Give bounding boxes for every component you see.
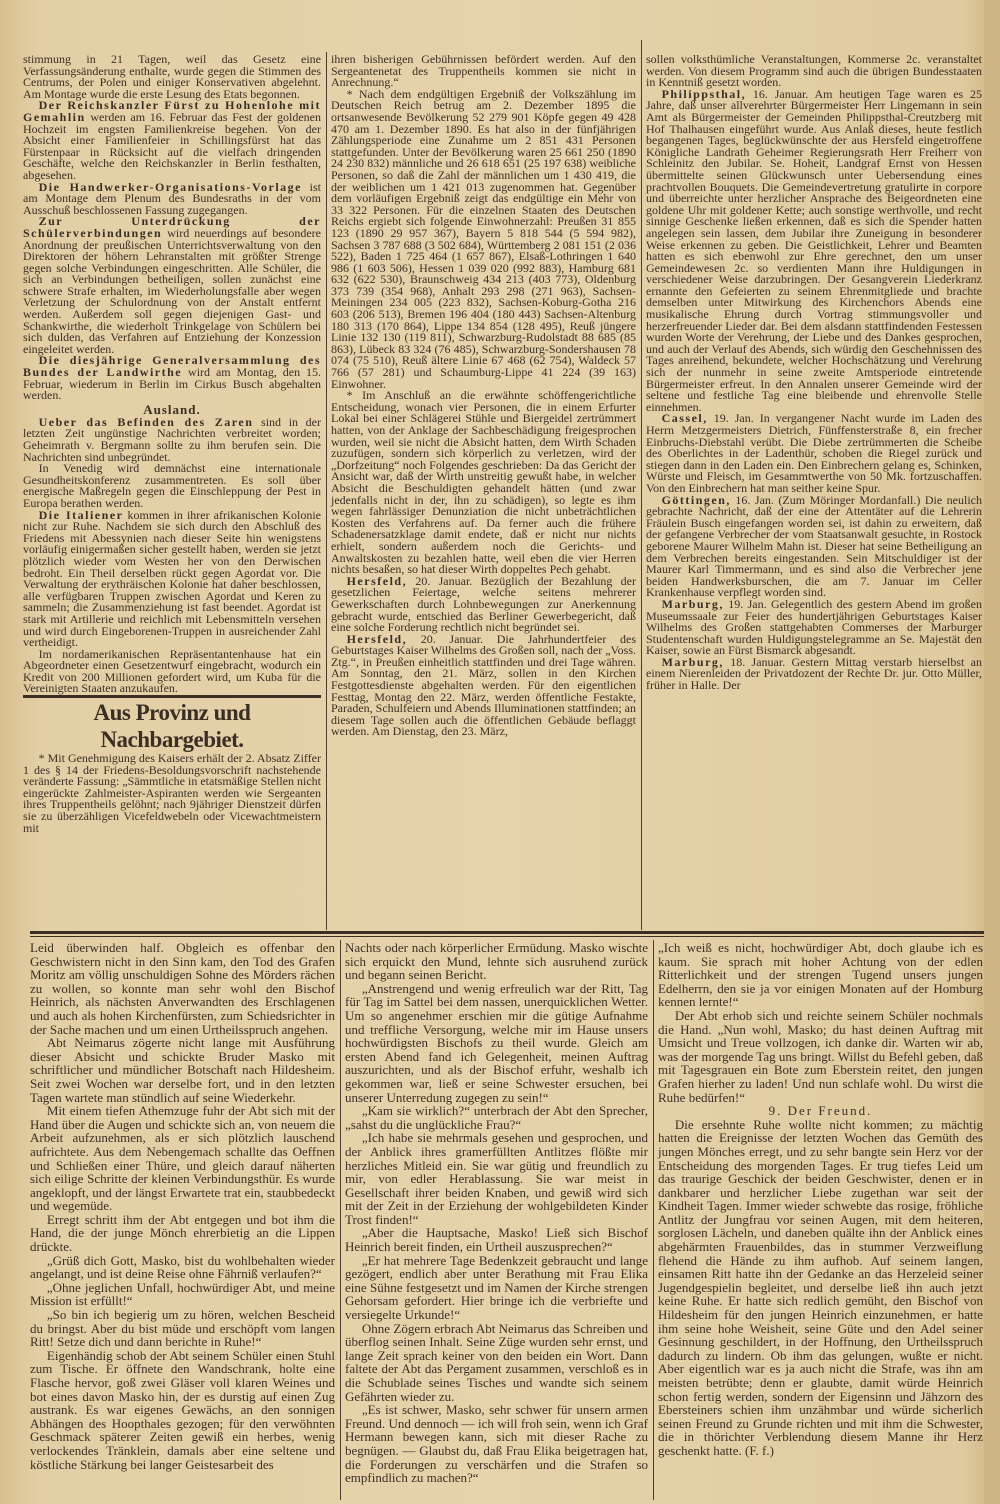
article-lead: Zur Unterdrückung der Schülerverbindungen [23, 214, 321, 240]
article-paragraph [658, 1118, 983, 1458]
article-paragraph [345, 1403, 648, 1485]
article-paragraph [345, 982, 648, 1104]
article-paragraph [23, 753, 321, 834]
article-paragraph [646, 492, 982, 600]
article-paragraph [345, 941, 648, 982]
article-paragraph [30, 1104, 335, 1213]
article-text: wird am Montag, den 15. Februar, wiederum in Berlin im Cirkus Busch abgehalten werden. [23, 365, 322, 403]
article-text: „Anstrengend und wenig erfreulich war der Ritt, Tag für Tag im Sattel bei dem nassen, unerquicklichen Wetter. Um so angenehmer erschien mir die gütige Aufnahme und treffliche Versorgung, welche mir im Hause unsers hochwürdigsten Bischofs zu theil wurde. Gleich am ersten Abend fand ich Gelegenheit, meinen Auftrag auszurichten, und als der Bischof erfuhr, weshalb ich gekommen war, ließ er seine Schwester ersuchen, bei unserer Unterredung zugegen zu sein!“ [345, 980, 648, 1105]
article-paragraph [345, 1131, 648, 1226]
article-text: Leid überwinden half. Obgleich es offenbar den Geschwistern nicht in den Sinn kam, den Tod des Grafen Moritz am völlig unschuldigen Sohne des Mörders rächen zu wollen, so konnte man sehr wohl den Bischof Heinrich, als nächsten Anverwandten des Erschlagenen und auch als hohen Kirchenfürsten, zum Schiedsrichter in der Sache machen und um einen Urtheilsspruch angehen. [30, 940, 335, 1037]
article-text: Abt Neimarus zögerte nicht lange mit Ausführung dieser Absicht und schickte Bruder Masko mit schriftlicher und mündlicher Botschaft nach Hildesheim. Seit zwei Wochen war derselbe fort, und in den letzten Tagen wartete man stündlich auf seine Wiederkehr. [30, 1035, 335, 1105]
article-text: sind in der letzten Zeit ungünstige Nachrichten verbreitet worden; Geheimrath v. Bergmann sollte zu ihm berufen sein. Die Nachrichten sind unbegründet. [23, 414, 321, 464]
column-rule [326, 52, 327, 930]
news-column-3 [646, 54, 982, 692]
article-text: 19. Jan. In vergangener Nacht wurde im Laden des Herrn Metzgermeisters Dietrich, Fünffensterstraße 8, ein frecher Einbruchs-Diebstahl verübt. Die Diebe zertrümmerten die Scheibe des Oberlichtes in der Ladenthür, schoben die Riegel zurück und stiegen dann in den Laden ein. Den Einbrechern gelang es, Schinken, Würste und Fleisch, im Gesammtwerthe von 50 Mk. fortzuschaffen. Von den Einbrechern hat man seither keine Spur. [646, 411, 982, 495]
article-text: * Nach dem endgültigen Ergebniß der Volkszählung im Deutschen Reich betrug am 2. Dezember 1895 die ortsanwesende Bevölkerung 52 279 901 Köpfe gegen 49 428 470 am 1. Dezember 1890. Es hat also in der fünfjährigen Zählungsperiode eine Zunahme um 2 851 431 Personen stattgefunden. Unter der Bevölkerung waren 25 661 250 (1890 24 230 832) männliche und 26 618 651 (25 197 638) weibliche Personen, so daß die Zahl der männlichen um 1 430 419, die der weiblichen um 1 421 013 zugenommen hat. Gegenüber dem vorläufigen Ergebniß zeigt das endgültige ein Mehr von 33 322 Personen. Für die einzelnen Staaten des Deutschen Reichs ergiebt sich folgende Einwohnerzahl: Preußen 31 855 123 (1890 29 957 367), Bayern 5 818 544 (5 594 982), Sachsen 3 787 688 (3 502 684), Württemberg 2 081 151 (2 036 522), Baden 1 725 464 (1 657 867), Elsaß-Lothringen 1 640 986 (1 603 506), Hessen 1 039 020 (992 883), Hamburg 681 632 (622 530), Braunschweig 434 213 (403 773), Oldenburg 373 739 (354 968), Anhalt 293 298 (271 963), Sachsen-Meiningen 234 005 (223 832), Sachsen-Koburg-Gotha 216 603 (206 513), Bremen 196 404 (180 443) Sachsen-Altenburg 180 313 (170 864), Lippe 134 854 (128 495), Reuß jüngere Linie 132 130 (119 811), Schwarzburg-Rudolstadt 88 685 (85 863), Lübeck 83 324 (76 485), Schwarzburg-Sondershausen 78 074 (75 510), Reuß ältere Linie 67 468 (62 754), Waldeck 57 766 (57 281) und Schaumburg-Lippe 41 224 (39 163) Einwohner. [331, 86, 636, 391]
chapter-heading: 9. Der Freund. [768, 1103, 873, 1119]
article-text: „Es ist schwer, Masko, sehr schwer für unsern armen Freund. Und dennoch — ich will froh sein, wenn ich Graf Hermann bewegen kann, sich mit dieser Rache zu begnügen. — Glaubst du, daß Frau Elika beigetragen hat, die Forderungen zu verschärfen und die Strafen so empfindlich zu machen?“ [345, 1402, 648, 1486]
article-paragraph [23, 100, 321, 181]
article-paragraph [23, 463, 321, 509]
article-text: ihren bisherigen Gebührnissen befördert werden. Auf den Sergeantenetat des Truppentheils kommen sie nicht in Anrechnung.“ [331, 52, 636, 90]
article-paragraph [345, 1104, 648, 1131]
article-text: 20. Januar. Bezüglich der Bezahlung der gesetzlichen Feiertage, welche seitens mehrerer Gewerkschaften durch Lohnbewegungen zur Anerkennung gebracht wurde, entschied das Berliner Gewerbegericht, daß eine solche Forderung rechtlich nicht begründet sei. [331, 573, 636, 635]
column-rule [340, 940, 341, 1500]
article-lead: Die Italiener [38, 507, 124, 522]
article-lead: Hersfeld, [346, 631, 408, 646]
article-text: wird neuerdings auf besondere Anordnung der preußischen Unterrichtsverwaltung von den Direktoren der höhern Lehranstalten mit größter Strenge gegen solche Verbindungen eingeschritten. Alle Schüler, die sich an Verbindungen betheiligen, sollen zunächst eine schwere Strafe erhalten, im Wiederholungsfalle aber wegen Verletzung der Schulordnung von der Anstalt entfernt werden. Außerdem soll gegen diejenigen Gast- und Schankwirthe, die wiederholt Trinkgelage von Schülern bei sich dulden, das Verfahren auf Entziehung der Konzession eingeleitet werden. [23, 225, 321, 356]
article-lead: Ueber das Befinden des Zaren [38, 414, 254, 429]
article-text: „Kam sie wirklich?“ unterbrach der Abt den Sprecher, „sahst du die unglückliche Frau?“ [345, 1103, 648, 1132]
article-paragraph [30, 1213, 335, 1254]
article-lead: Marburg, [661, 596, 724, 611]
article-text: Die ersehnte Ruhe wollte nicht kommen; zu mächtig hatten die Ereignisse der letzten Wochen das Gemüth des jungen Mönches erregt, und zu sehr bangte sein Herz vor der Entscheidung des morgenden Tages. Er trug tiefes Leid um das traurige Geschick der beiden Geschwister, denen er in dankbarer und herzlicher Liebe zugethan war seit der Kindheit Tagen. Immer wieder schwebte das rosige, fröhliche Antlitz der Jungfrau vor seinen Augen, mit dem heiteren, sorglosen Lächeln, und daneben quälte ihn der Anblick eines abgehärmten Frauenbildes, das in stummer Verzweiflung flehend die Hände zu ihm aufhob. Auf seinem langen, einsamen Ritt hatte ihn der Gedanke an das Herzeleid seiner Jugendgespielin begleitet, und derselbe ließ ihn auch jetzt keine Ruhe. Er hatte sich redlich gemüht, den Bischof von Hildesheim für den jungen Heinrich einzunehmen, er hatte ihm seine hohe Weisheit, seine Güte und den Adel seiner Gesinnung geschildert, in der Hoffnung, den Urtheilsspruch dadurch zu lindern. Ob ihm das gelungen, wußte er nicht. Aber eigentlich war es ja auch nicht die Strafe, was ihn am meisten betrübte; denn er glaubte, damit würde Heinrich schon fertig werden, sondern der Eigensinn und Jähzorn des Ebersteiners schien ihm unzähmbar und würde sicherlich seinen Freund zu Grunde richten und mit ihm die Schwester, die in thörichter Verblendung diesem Manne ihr Herz geschenkt hatte. (F. f.) [658, 1116, 983, 1458]
article-paragraph [646, 596, 982, 658]
article-paragraph [23, 179, 322, 217]
article-paragraph [331, 54, 636, 89]
article-paragraph [646, 86, 982, 414]
article-text: Der Abt erhob sich und reichte seinem Schüler nochmals die Hand. „Nun wohl, Masko; du hast deinen Auftrag mit Umsicht und Treue vollzogen, ich danke dir. Warten wir ab, was der morgende Tag uns bringt. Willst du Befehl geben, daß mit Tagesgrauen ein Bote zum Eberstein reitet, den jungen Grafen hierher zu laden! Und nun schlafe wohl. Du wirst die Ruhe bedürfen!“ [658, 1007, 983, 1105]
article-text: sollen volksthümliche Veranstaltungen, Kommerse 2c. veranstaltet werden. Von diesem Programm sind auch die übrigen Bundesstaaten in Kenntniß gesetzt worden. [646, 52, 982, 90]
article-lead: Hersfeld, [346, 573, 408, 588]
article-lead: Die diesjährige Generalversammlung des Bundes der Landwirthe [23, 353, 321, 380]
article-text: 19. Jan. Gelegentlich des gestern Abend im großen Museumssaale zur Feier des hundertjährigen Geburtstages Kaiser Wilhelms des Großen stattgehabten Commerses der Marburger Studentenschaft wurden Huldigungstelegramme an Se. Majestät den Kaiser, sowie an Fürst Bismarck abgesandt. [646, 596, 982, 658]
article-paragraph [30, 1349, 335, 1471]
article-text: 20. Januar. Die Jahrhundertfeier des Geburtstages Kaiser Wilhelms des Großen soll, nach der „Voss. Ztg.“, in Preußen einheitlich stattfinden und drei Tage währen. Am Sonntag, den 21. März, sollen in den Kirchen Festgottesdienste abgehalten werden. Für den eigentlichen Festtag, Montag den 22. März, werden öffentliche Festakte, Paraden, Schulfeiern und Abends Illuminationen stattfinden; an diesem Tage sollen auch die öffentlichen Gebäude beflaggt werden. Am Dienstag, den 23. März, [331, 631, 637, 739]
article-paragraph [345, 1254, 648, 1322]
article-text: * Mit Genehmigung des Kaisers erhält der 2. Absatz Ziffer 1 des § 14 der Friedens-Besoldungsvorschrift nachstehende veränderte Fassung: „Sämmtliche in etatsmäßige Stellen nicht eingerückte Zahlmeister-Aspiranten werden wie Sergeanten ihres Truppentheils gelöhnt; nach 9jähriger Dienstzeit dürfen sie zu überzähligen Vicefeldwebeln oder Vicewachtmeistern mit [23, 751, 321, 835]
article-paragraph [30, 941, 335, 1036]
article-lead: Der Reichskanzler Fürst zu Hohenlohe mit Gemahlin [23, 98, 321, 124]
article-text: Erregt schritt ihm der Abt entgegen und bot ihm die Hand, die der junge Mönch ehrerbietig an die Lippen drückte. [30, 1211, 335, 1255]
article-paragraph [23, 507, 322, 650]
article-text: ist am Montage dem Plenum des Bundesraths in der vom Ausschuß beschlossenen Fassung zugegangen. [23, 179, 322, 217]
article-paragraph [30, 1308, 335, 1349]
article-paragraph [23, 54, 321, 100]
article-lead: Göttingen, [661, 492, 731, 507]
article-text: Nachts oder nach körperlicher Ermüdung. Masko wischte sich erquickt den Mund, lehnte sich ausruhend zurück und begann seinen Bericht. [345, 940, 648, 983]
article-text: Im nordamerikanischen Repräsentantenhause hat ein Abgeordneter einen Gesetzentwurf eingebracht, wodurch ein Kredit von 200 Millionen gefordert wird, um Kuba für die Vereinigten Staaten anzukaufen. [23, 646, 321, 696]
article-paragraph [646, 654, 982, 693]
article-paragraph [23, 216, 321, 355]
section-title: Aus Provinz und Nachbargebiet. [23, 695, 321, 753]
article-paragraph [23, 414, 321, 464]
adjacent-page-edge [984, 0, 1000, 1504]
article-text: 16. Jan. (Zum Möringer Mordanfall.) Die neulich gebrachte Nachricht, daß der eine der Attentäter auf die Lehrerin Fräulein Busch eingefangen worden sei, ist dahin zu erweitern, daß der gefangene Verbrecher der vom Staatsanwalt gesuchte, in Rostock geborene Maurer Wilhelm Mahn ist. Dieser hat seine Betheiligung an dem Verbrechen bereits eingestanden. Sein Mitschuldiger ist der Maurer Karl Timmermann, und es sind also die Verbrecher jene beiden Handwerksburschen, die am 7. Januar im Celler Krankenhause verpflegt worden sind. [646, 492, 982, 600]
article-paragraph [646, 413, 982, 494]
article-text: „Er hat mehrere Tage Bedenkzeit gebraucht und lange gezögert, endlich aber unter Berathung mit Frau Elika eine Sühne festgesetzt und im Namen der Kirche strengen Gehorsam gefordert. Hier bringe ich die verbriefte und versiegelte Urkunde!“ [345, 1252, 648, 1323]
article-text: „Aber die Hauptsache, Masko! Ließ sich Bischof Heinrich bereit finden, ein Urtheil auszusprechen?“ [345, 1225, 648, 1255]
article-paragraph [23, 355, 321, 401]
article-paragraph [646, 54, 982, 89]
article-text: 16. Januar. Am heutigen Tage waren es 25 Jahre, daß unser allverehrter Bürgermeister Herr Lingemann in sein Amt als Bürgermeister der Gemeinden Philippsthal-Creutzberg mit Hof Thalhausen eingeführt wurde. Aus Anlaß dieses, heute festlich begangenen Tages, beglückwünschte der aus Hersfeld eingetroffene Königliche Landrath Geheimer Regierungsrath Herr Freiherr von Schleinitz den Jubilar. Se. Hoheit, Landgraf Ernst von Hessen übermittelte seinen Glückwunsch unter Uebersendung eines prachtvollen Bouquets. Die Gemeindevertretung gratulirte in corpore und überreichte unter herzlicher Ansprache des Beigeordneten eine goldene Uhr mit goldener Kette; auch sonstige werthvolle, und recht sinnige Geschenke ließen erkennen, daß es sich die Spender hatten angelegen sein lassen, dem Jubilar ihre Zuneigung in besonderer Weise erkennen zu geben. Die Geistlichkeit, Lehrer und Beamten hatten es sich ebenwohl zur Ehre gerechnet, den um unser Gemeindewesen 2c. so verdienten Mann ihre Huldigungen in verschiedener Weise darzubringen. Der Gesangverein Liederkranz ernannte den Gefeierten zu seinem Ehrenmitgliede und brachte demselben unter Mitwirkung des Kirchenchors Abends eine musikalische Ehrung durch Vortrag stimmungsvoller und herzerfreuender Lieder dar. Bei dem alsdann stattfindenden Festessen wurden Worte der Verehrung, der Liebe und des Dankes gesprochen, und auch der Verlauf des Abends, sich würdig den Geschehnissen des Tages anreihend, bekundete, welcher Hochschätzung und Verehrung sich der nunmehr in seine zweite Amtsperiode eintretende Bürgermeister erfreut. In den Annalen unserer Gemeinde wird der seltene und festliche Tag eine bleibende und ehrenvolle Stelle einnehmen. [646, 86, 982, 414]
article-paragraph [331, 631, 637, 739]
article-paragraph [331, 573, 636, 635]
section-divider [30, 931, 985, 934]
news-column-1 [23, 54, 321, 834]
article-text: Eigenhändig schob der Abt seinem Schüler einen Stuhl zum Tische. Er öffnete den Wandschrank, holte eine Flasche hervor, goß zwei Gläser voll klaren Weines und bot eines davon Masko hin, der es durstig auf einen Zug austrank. Es war eigenes Gewächs, an den sonnigen Abhängen des Hoopthales gezogen; für den verwöhnten Geschmack späterer Zeiten gewiß ein herbes, wenig verlockendes Tränklein, damals aber eine seltene und köstliche Stärkung bei langer Geistesarbeit des [30, 1347, 335, 1472]
feuilleton-column-1 [30, 941, 335, 1471]
article-lead: Die Handwerker-Organisations-Vorlage [38, 179, 303, 194]
article-text: „Ich weiß es nicht, hochwürdiger Abt, doch glaube ich es kaum. Sie sprach mit hoher Achtung von der edlen Ritterlichkeit und der strengen Tugend unsers jungen Edelherrn, den sie ja vor einigen Monaten auf der Homburg kennen lernte!“ [658, 940, 983, 1010]
article-paragraph [345, 1322, 648, 1404]
article-text: kommen in ihrer afrikanischen Kolonie nicht zur Ruhe. Nachdem sie sich durch den Abschluß des Friedens mit Abessynien nach dieser Seite hin wenigstens vorläufig einigermaßen sicher gestellt haben, werden sie jetzt plötzlich wieder vom Westen her von den Derwischen bedroht. Ein Theil derselben rückt gegen Agordat vor. Die Verwaltung der erythräischen Kolonie hat daher beschlossen, alle verfügbaren Truppen zwischen Agordat und Keren zu sammeln; die Zusammenziehung ist fast beendet. Agordat ist stark mit Artillerie und reichlich mit Lebensmitteln versehen und wird durch Eingeborenen-Truppen in ausreichender Zahl vertheidigt. [23, 507, 322, 650]
article-text: 18. Januar. Gestern Mittag verstarb hierselbst an einem Nierenleiden der Privatdozent der Rechte Dr. jur. Otto Müller, früher in Halle. Der [646, 654, 982, 693]
article-paragraph [30, 1254, 335, 1281]
article-paragraph [658, 1009, 983, 1104]
article-paragraph [23, 646, 321, 696]
section-heading: Ausland. [143, 401, 201, 417]
article-paragraph [345, 1226, 648, 1253]
article-lead: Cassel, [661, 411, 708, 426]
article-lead: Marburg, [661, 654, 724, 669]
article-text: „Ich habe sie mehrmals gesehen und gesprochen, und der Anblick ihres gramerfüllten Antlitzes flößte mir herzliches Mitleid ein. Sie war gütig und freundlich zu mir, von edler Herablassung. Sie war meist in Gesellschaft ihrer beiden Knaben, und gewiß wird sich mit der Zeit in der Erziehung der wohlgebildeten Kinder Trost finden!“ [345, 1130, 648, 1227]
column-rule [653, 940, 654, 1500]
article-text: Mit einem tiefen Athemzuge fuhr der Abt sich mit der Hand über die Augen und schickte sich an, von neuem die Arbeit aufzunehmen, als er sich plötzlich lauschend aufrichtete. Aus dem Nebengemach schallte das Oeffnen und Schließen einer Thüre, und gleich darauf näherten sich eilige Schritte der kleinen Verbindungsthür. Es wurde angeklopft, und der längst Erwartete trat ein, staubbedeckt und wegemüde. [30, 1103, 335, 1214]
article-text: * Im Anschluß an die erwähnte schöffengerichtliche Entscheidung, wonach vier Personen, die in einem Erfurter Lokal bei einer Schlägerei Stühle und Biergeidel zertrümmert hatten, von der Anklage der Sachbeschädigung freigesprochen wurden, weil sie nicht die Absicht hatten, dem Wirth Schaden zuzufügen, sondern sich körperlich zu verletzen, wird der „Dorfzeitung“ noch Folgendes geschrieben: Da das Gericht der Ansicht war, daß der Wirth unstreitig gewußt habe, in welcher Absicht die Beschuldigten gehandelt hätten (und zwar jedenfalls nicht in der, ihn zu schädigen), so legte es ihm wegen fahrlässiger Denunziation die nicht unbeträchtlichen Kosten des Verfahrens auf. Da ferner auch die frühere Schadenersatzklage damit endete, daß er nicht nur nichts erhielt, sondern außerdem noch die Gerichts- und Anwaltskosten zu bezahlen hatte, weil eben die vier Herren nichts besaßen, so hat dieser Wirth doppeltes Pech gehabt. [331, 388, 636, 577]
article-text: „Grüß dich Gott, Masko, bist du wohlbehalten wieder angelangt, und ist deine Reise ohne Fährniß verlaufen?“ [30, 1252, 335, 1282]
section-divider-thin [30, 936, 985, 937]
article-text: werden am 16. Februar das Fest der goldenen Hochzeit im engsten Familienkreise begehen. Von der Absicht einer Familienfeier in Schillingsfürst hat das Fürstenpaar in Rücksicht auf die vielfach dringenden Geschäfte, welche den Reichskanzler in Berlin festhalten, abgesehen. [23, 109, 321, 182]
article-text: „Ohne jeglichen Unfall, hochwürdiger Abt, und meine Mission ist erfüllt!“ [30, 1279, 335, 1309]
article-paragraph [658, 941, 983, 1009]
article-text: stimmung in 21 Tagen, weil das Gesetz eine Verfassungsänderung enthalte, wurde gegen die Stimmen des Centrums, der Polen und einiger Konservativen abgelehnt. Am Montage wurde die erste Lesung des Etats begonnen. [23, 52, 321, 101]
article-lead: Philippsthal, [661, 86, 747, 101]
article-text: Ohne Zögern erbrach Abt Neimarus das Schreiben und überflog seinen Inhalt. Seine Züge wurden sehr ernst, und lange Zeit sprach keiner von den beiden ein Wort. Dann faltete der Abt das Pergament zusammen, verschloß es in die Schublade seines Tisches und wandte sich seinem Gefährten wieder zu. [345, 1320, 648, 1404]
feuilleton-column-2 [345, 941, 648, 1485]
article-text: In Venedig wird demnächst eine internationale Gesundheitskonferenz zusammentreten. Es soll über energische Maßregeln gegen die Einschleppung der Pest in Europa berathen werden. [23, 461, 321, 510]
article-text: „So bin ich begierig um zu hören, welchen Bescheid du bringst. Aber du bist müde und erschöpft vom langen Ritt! Setze dich und dann berichte in Ruhe!“ [30, 1307, 335, 1350]
article-paragraph [331, 390, 636, 576]
news-column-2 [331, 54, 636, 738]
column-rule [641, 40, 642, 930]
article-paragraph [30, 1036, 335, 1104]
article-paragraph [331, 86, 636, 391]
feuilleton-column-3 [658, 941, 983, 1458]
article-paragraph [30, 1281, 335, 1308]
